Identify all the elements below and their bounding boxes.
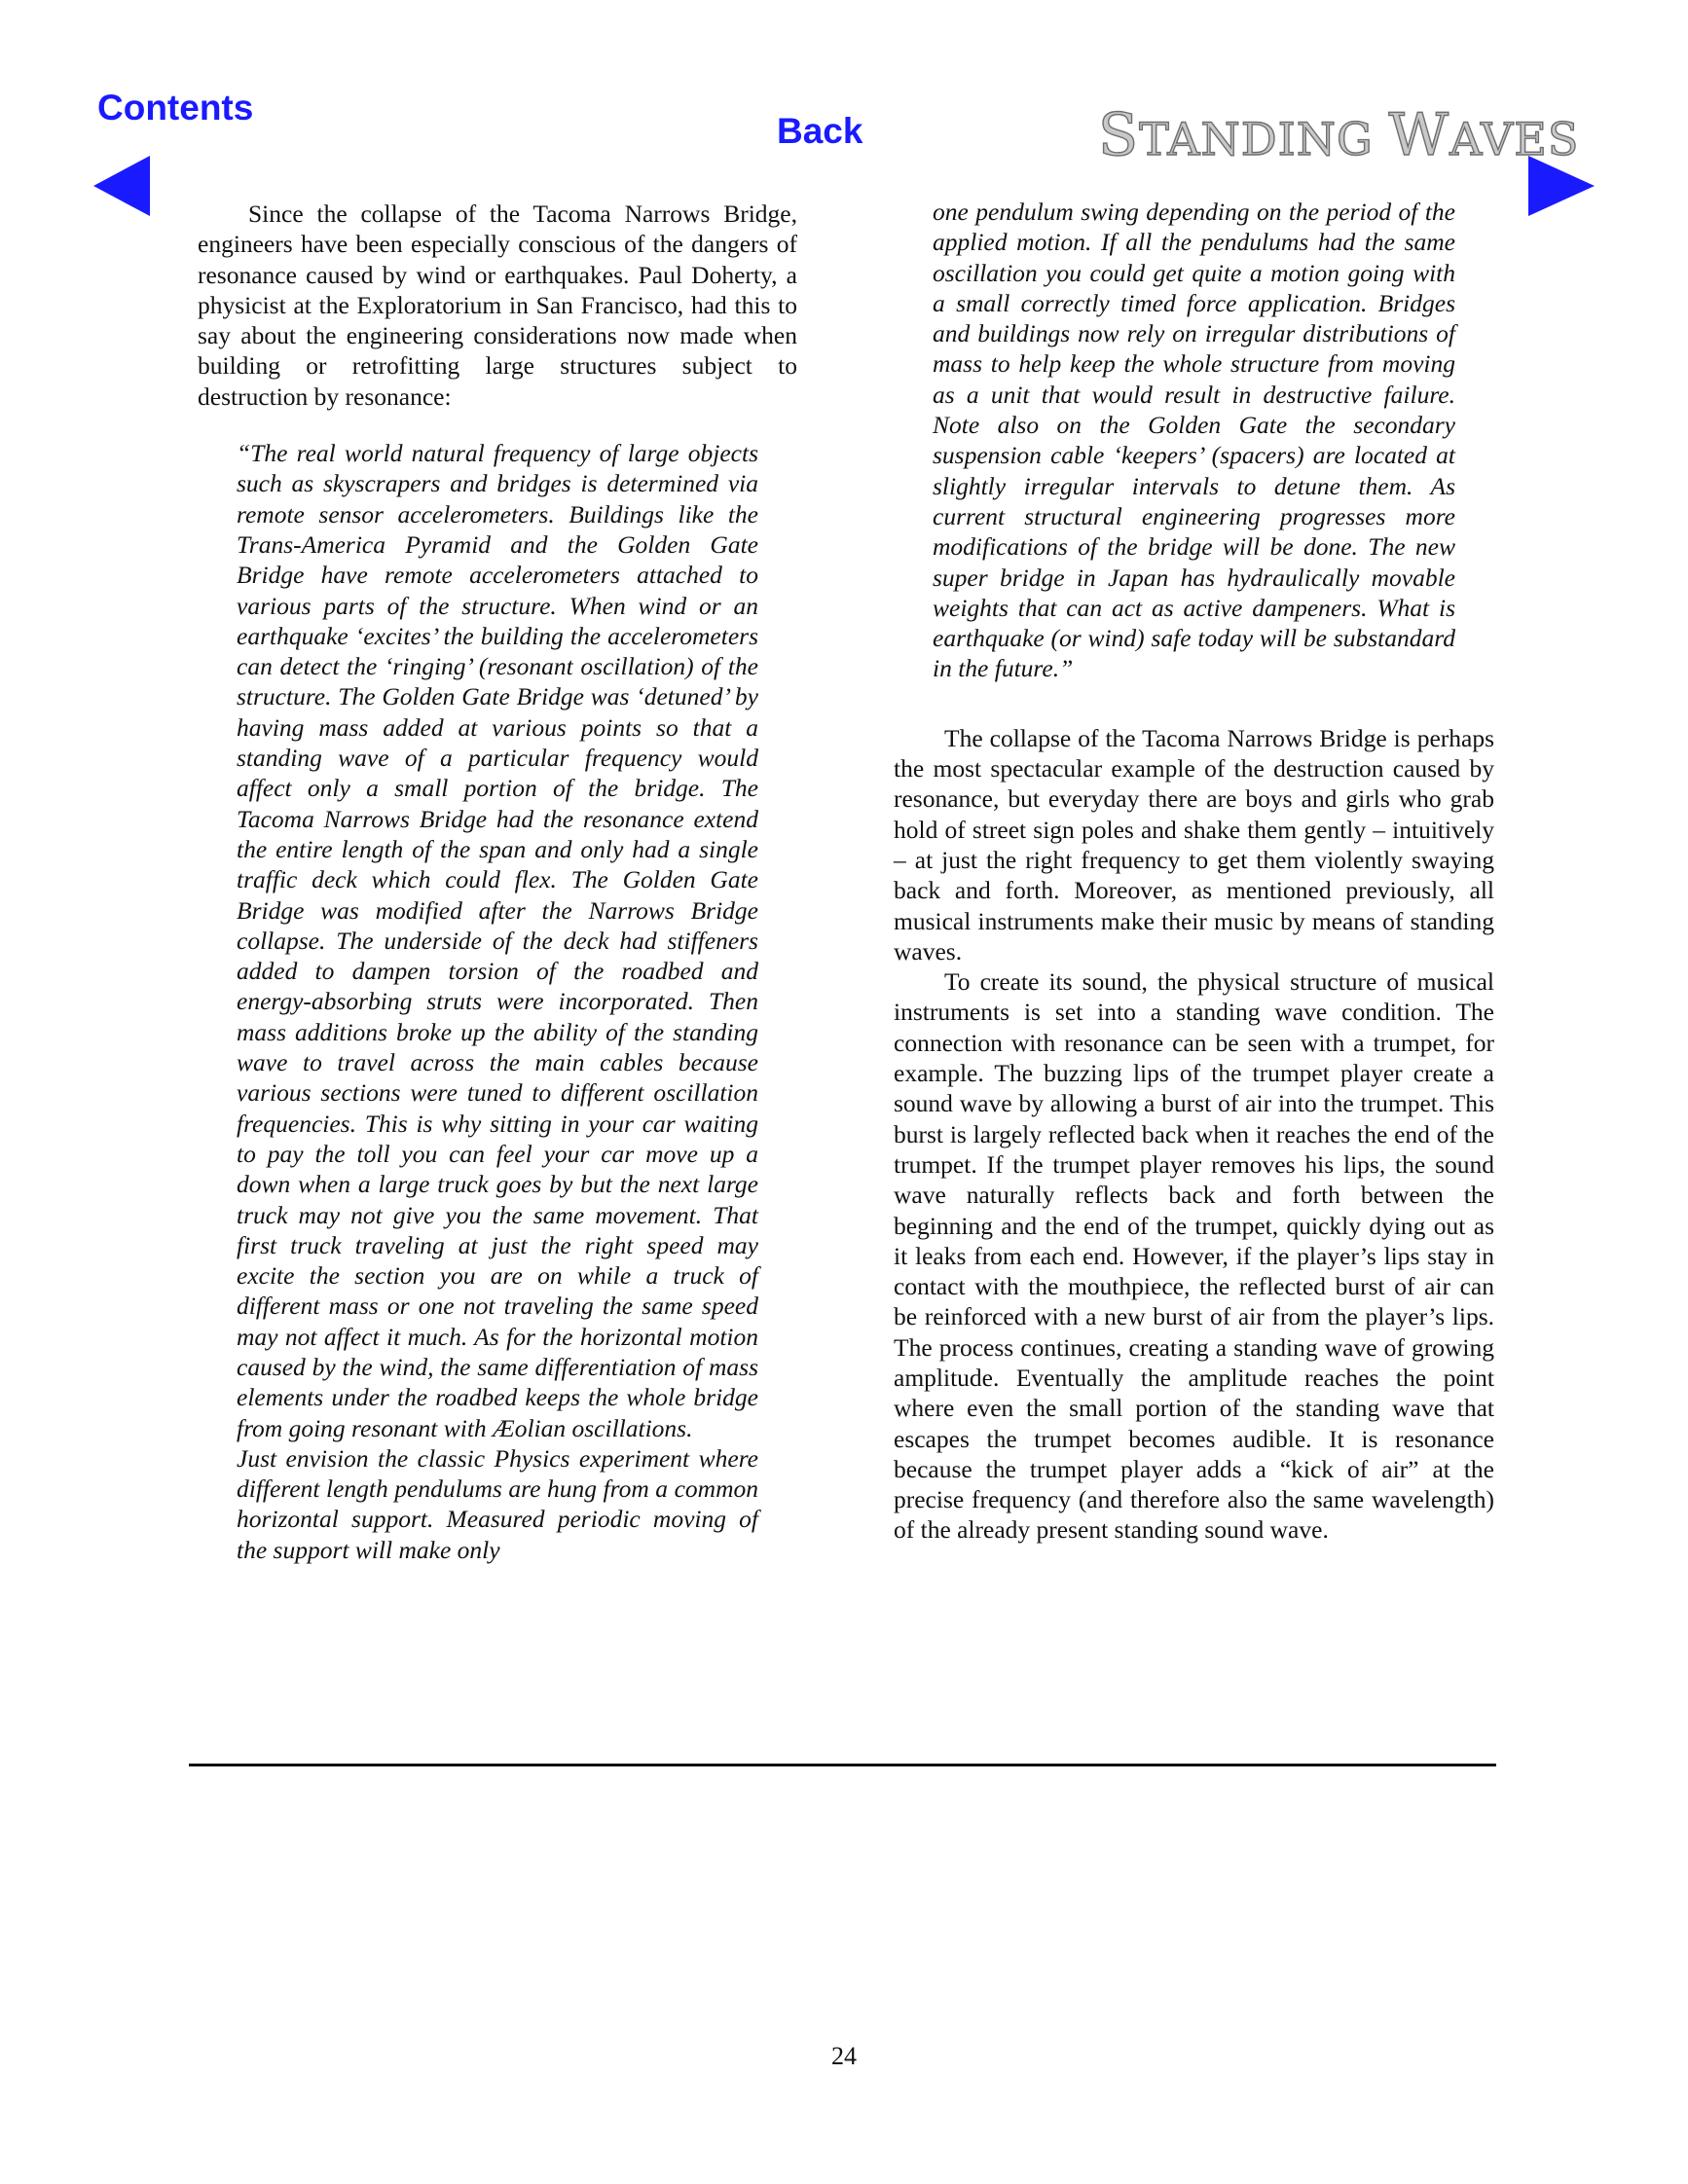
contents-link[interactable]: Contents bbox=[97, 88, 254, 127]
body-paragraph-1: The collapse of the Tacoma Narrows Bridge is perhaps the most spectacular example of the destruction caused by resonance, but everyday there are boys and girls who grab hold of street sign poles and shake them gently – intuitively – at just the right frequency to get them violently swaying back and forth. Moreover, as mentioned previously, all musical instruments make their music by means of standing waves. bbox=[894, 723, 1494, 965]
page-header-title: STANDING WAVES bbox=[1098, 101, 1580, 169]
quote-paragraph-2-end: one pendulum swing depending on the period of the applied motion. If all the pendulums had the same oscillation you could get quite a motion going with a small correctly timed force application. Bridges and buildings now rely on irregular distributions of mass to help keep the whole structure from moving as a unit that would result in destructive failure. Note also on the Golden Gate the secondary suspension cable ‘keepers’ (spacers) are located at slightly irregular intervals to detune them. As current structural engineering progresses more modifications of the bridge will be done. The new super bridge in Japan has hydraulically movable weights that can act as active dampeners. What is earthquake (or wind) safe today will be substandard in the future.” bbox=[933, 198, 1455, 683]
left-arrow-icon[interactable] bbox=[93, 156, 152, 221]
right-column bbox=[894, 197, 1494, 1546]
body-paragraph-2: To create its sound, the physical structure of musical instruments is set into a standing wave condition. The connection with resonance can be seen with a trumpet, for example. The buzzing lips of the trumpet player create a sound wave by allowing a burst of air into the trumpet. This burst is largely reflected back when it reaches the end of the trumpet. If the trumpet player removes his lips, the sound wave naturally reflects back and forth between the beginning and the end of the trumpet, quickly dying out as it leaks from each end. However, if the player’s lips stay in contact with the mouthpiece, the reflected burst of air can be reinforced with a new burst of air from the player’s lips. The process continues, creating a standing wave of growing amplitude. Eventually the amplitude reaches the point where even the small portion of the standing wave that escapes the trumpet becomes audible. It is resonance because the trumpet player adds a “kick of air” at the precise frequency (and therefore also the same wavelength) of the already present standing sound wave. bbox=[894, 967, 1494, 1545]
page-number: 24 bbox=[831, 2042, 857, 2070]
left-column bbox=[198, 199, 797, 1565]
quote-paragraph-1: “The real world natural frequency of large objects such as skyscrapers and bridges is determined via remote sensor accelerometers. Buildings like the Trans-America Pyramid and the Golden Gate Bridge have remote accelerometers attached to various parts of the structure. When wind or an earthquake ‘excites’ the building the accelerometers can detect the ‘ringing’ (resonant oscillation) of the structure. The Golden Gate Bridge was ‘detuned’ by having mass added at various points so that a standing wave of a particular frequency would affect only a small portion of the bridge. The Tacoma Narrows Bridge had the resonance extend the entire length of the span and only had a single traffic deck which could flex. The Golden Gate Bridge was modified after the Narrows Bridge collapse. The underside of the deck had stiffeners added to dampen torsion of the roadbed and energy-absorbing struts were incorporated. Then mass additions broke up the ability of the standing wave to travel across the main cables because various sections were tuned to different oscillation frequencies. This is why sitting in your car waiting to pay the toll you can feel your car move up a down when a large truck goes by but the next large truck may not give you the same movement. That first truck traveling at just the right speed may excite the section you are on while a truck of different mass or one not traveling the same speed may not affect it much. As for the horizontal motion caused by the wind, the same differentiation of mass elements under the roadbed keeps the whole bridge from going resonant with Æolian oscillations. bbox=[237, 439, 758, 1442]
intro-paragraph: Since the collapse of the Tacoma Narrows Bridge, engineers have been especially conscious of the dangers of resonance caused by wind or earthquakes. Paul Doherty, a physicist at the Exploratorium in San Francisco, had this to say about the engineering considerations now made when building or retrofitting large structures subject to destruction by resonance: bbox=[198, 200, 797, 411]
footer-divider bbox=[189, 1764, 1496, 1766]
quote-paragraph-2-start: Just envision the classic Physics experiment where different length pendulums are hung from a common horizontal support. Measured periodic moving of the support will make only bbox=[237, 1443, 758, 1564]
back-link[interactable]: Back bbox=[777, 111, 863, 151]
